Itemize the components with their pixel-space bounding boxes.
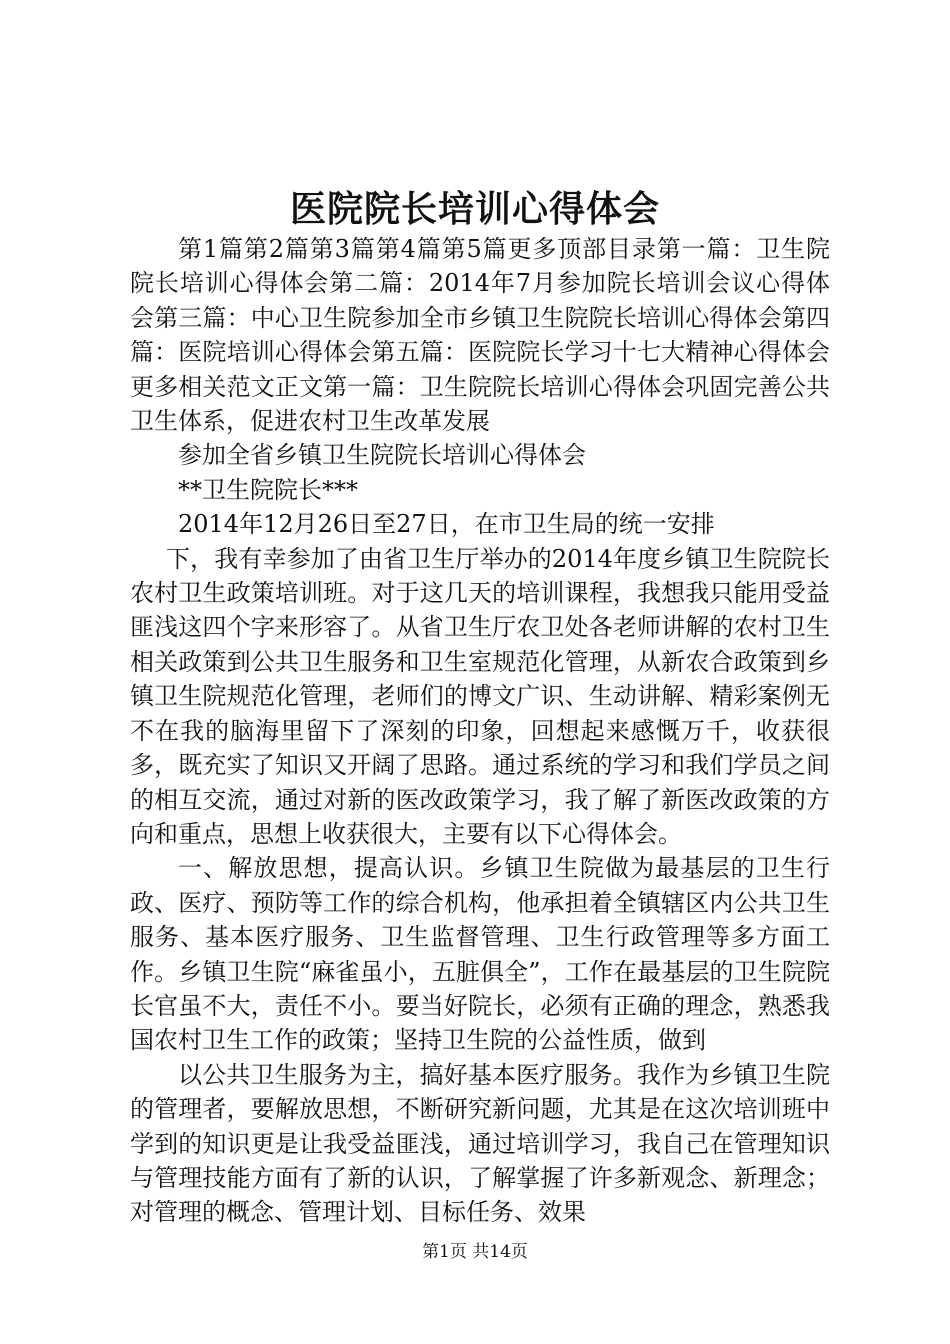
- paragraph-intro: 下，我有幸参加了由省卫生厅举办的2014年度乡镇卫生院院长农村卫生政策培训班。对于这几天的培训课程，我想我只能用受益匪浅这四个字来形容了。从省卫生厅农卫处各老师讲解的农村卫生相关政策到公共卫生服务和卫生室规范化管理，从新农合政策到乡镇卫生院规范化管理，老师们的博文广识、生动讲解、精彩案例无不在我的脑海里留下了深刻的印象，回想起来感慨万千，收获很多，既充实了知识又开阔了思路。通过系统的学习和我们学员之间的相互交流，通过对新的医改政策学习，我了解了新医改政策的方向和重点，思想上收获很大，主要有以下心得体会。: [130, 544, 830, 848]
- paragraph-table-of-contents: 第1篇第2篇第3篇第4篇第5篇更多顶部目录第一篇：卫生院院长培训心得体会第二篇：2014年7月参加院长培训会议心得体会第三篇：中心卫生院参加全市乡镇卫生院院长培训心得体会第四篇：医院培训心得体会第五篇：医院院长学习十七大精神心得体会更多相关范文正文第一篇：卫生院院长培训心得体会巩固完善公共卫生体系，促进农村卫生改革发展: [130, 235, 830, 436]
- paragraph-author: **卫生院院长***: [178, 475, 358, 504]
- page-number-footer: 第1页 共14页: [422, 1242, 528, 1262]
- paragraph-subtitle: 参加全省乡镇卫生院院长培训心得体会: [178, 441, 586, 470]
- paragraph-date: 2014年12月26日至27日，在市卫生局的统一安排: [178, 510, 715, 539]
- paragraph-continuation: 以公共卫生服务为主，搞好基本医疗服务。我作为乡镇卫生院的管理者，要解放思想，不断研究新问题，尤其是在这次培训班中学到的知识更是让我受益匪浅，通过培训学习，我自己在管理知识与管理技能方面有了新的认识，了解掌握了许多新观念、新理念；对管理的概念、管理计划、目标任务、效果: [130, 1060, 830, 1227]
- document-body: [130, 232, 830, 1230]
- paragraph-section-one: 一、解放思想，提高认识。乡镇卫生院做为最基层的卫生行政、医疗、预防等工作的综合机构，他承担着全镇辖区内公共卫生服务、基本医疗服务、卫生监督管理、卫生行政管理等多方面工作。乡镇卫生院“麻雀虽小，五脏俱全”，工作在最基层的卫生院院长官虽不大，责任不小。要当好院长，必须有正确的理念，熟悉我国农村卫生工作的政策；坚持卫生院的公益性质，做到: [130, 854, 830, 1055]
- document-title: 医院院长培训心得体会: [289, 188, 660, 230]
